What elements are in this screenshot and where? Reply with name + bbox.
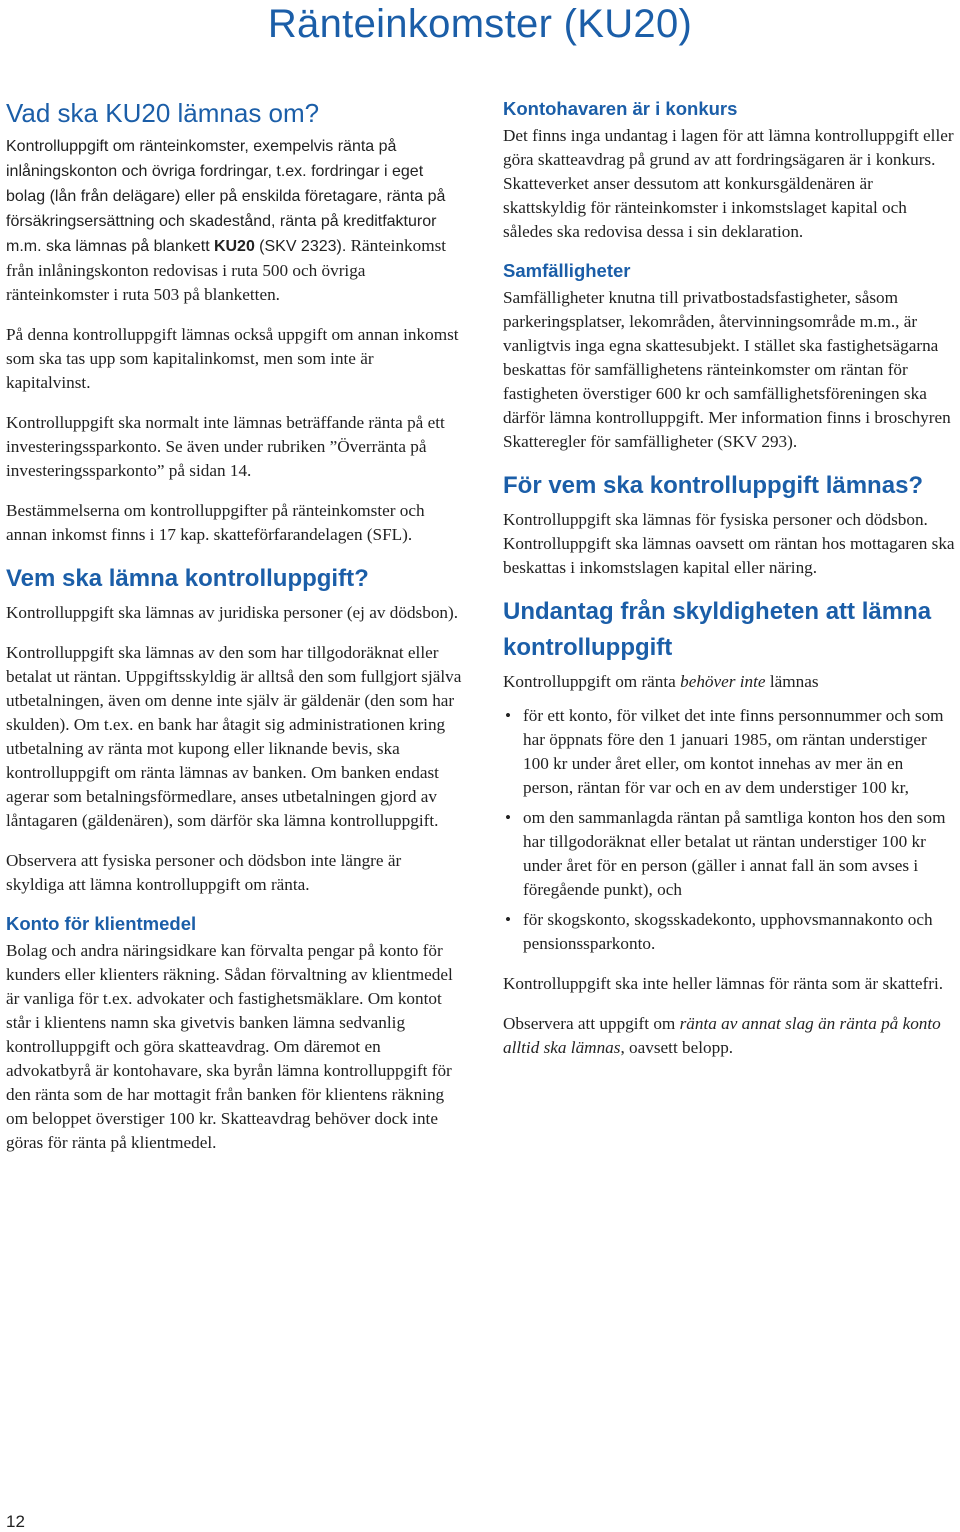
list-item: • för skogskonto, skogsskadekonto, upphovsmannakonto och pensionssparkonto. bbox=[523, 908, 955, 956]
intro-serif-text: Ränteinkomst från inlåningskonton redovisas i ruta 500 och övriga ränteinkomster i ruta 503 på blanketten. bbox=[6, 236, 447, 304]
heading-for-whom: För vem ska kontrolluppgift lämnas? bbox=[503, 472, 924, 499]
page-title: Ränteinkomster (KU20) bbox=[267, 2, 693, 46]
form-code: KU20 bbox=[213, 238, 255, 255]
form-number: (SKV 2323). bbox=[259, 238, 347, 255]
heading-joint-property: Samfälligheter bbox=[503, 260, 631, 281]
list-item: • för ett konto, för vilket det inte finns personnummer och som har öppnats före den 1 januari 1985, om räntan understiger 100 kr under året eller, om kontot innehas av mer än en person, räntan för var och en av dem understiger 100 kr, bbox=[523, 704, 955, 800]
paragraph-note bbox=[503, 1012, 955, 1060]
paragraph-payer: Kontrolluppgift ska lämnas av den som har tillgodoräknat eller betalat ut räntan. Uppgiftsskyldig är alltså den som fullgjort själva utbetalningen, även om denne inte själv är gäldenär (den som har skulden). Om t.ex. en bank har åtagit sig administrationen kring utbetalning av ränta mot kupong eller liknande bevis, ska kontrolluppgift om ränta lämnas av banken. Om banken endast agerar som betalningsförmedlare, anses utbetalningen gjord av låntagaren (gäldenären), som därför ska lämna kontrolluppgift. bbox=[6, 643, 462, 830]
paragraph-legal-persons: Kontrolluppgift ska lämnas av juridiska personer (ej av dödsbon). bbox=[6, 603, 459, 622]
paragraph-for-whom: Kontrolluppgift ska lämnas för fysiska personer och dödsbon. Kontrolluppgift ska lämnas oavsett om räntan hos mottagaren ska beskattas i inkomstslagen kapital eller näring. bbox=[503, 510, 955, 577]
right-column bbox=[503, 96, 955, 1076]
paragraph-exemptions-intro bbox=[503, 670, 955, 694]
paragraph-isk: Kontrolluppgift ska normalt inte lämnas beträffande ränta på ett investeringssparkonto. Se även under rubriken ”Överränta på investeringssparkonto” på sidan 14. bbox=[6, 413, 445, 480]
heading-exemptions: Undantag från skyldigheten att lämna kontrolluppgift bbox=[503, 598, 932, 661]
paragraph-bankruptcy: Det finns inga undantag i lagen för att lämna kontrolluppgift eller göra skatteavdrag på grund av att fordringsägaren är i konkurs. Skatteverket anser dessutom att konkursgäldenären är skattskyldig för ränteinkomster i inkomstslaget kapital och således ska redovisa dessa i sin deklaration. bbox=[503, 126, 954, 241]
left-column bbox=[6, 96, 462, 1171]
paragraph-natural-persons: Observera att fysiska personer och dödsbon inte längre är skyldiga att lämna kontrolluppgift om ränta. bbox=[6, 851, 402, 894]
note-end: , oavsett belopp. bbox=[620, 1038, 734, 1057]
heading-client-funds: Konto för klientmedel bbox=[6, 913, 197, 934]
paragraph-other-income: På denna kontrolluppgift lämnas också uppgift om annan inkomst som ska tas upp som kapitalinkomst, men som inte är kapitalvinst. bbox=[6, 325, 459, 392]
exemptions-list bbox=[503, 704, 955, 956]
heading-bankruptcy: Kontohavaren är i konkurs bbox=[503, 98, 738, 119]
page-number: 12 bbox=[6, 1512, 25, 1531]
paragraph-tax-free: Kontrolluppgift ska inte heller lämnas för ränta som är skattefri. bbox=[503, 974, 944, 993]
exemptions-intro-start: Kontrolluppgift om ränta bbox=[503, 672, 676, 691]
exemptions-intro-emphasis: behöver inte bbox=[680, 672, 766, 691]
paragraph-client-funds: Bolag och andra näringsidkare kan förvalta pengar på konto för kunders eller klienters räkning. Sådan förvaltning av klientmedel är vanliga för t.ex. advokater och fastighetsmäklare. Om kontot står i klientens namn ska givetvis banken lämna sedvanlig kontrolluppgift och göra skatteavdrag. Om däremot en advokatbyrå är kontohavare, ska byrån lämna kontrolluppgift för den ränta som de har mottagit från banken för klientens räkning om beloppet överstiger 100 kr. Skatteavdrag behöver dock inte göras för ränta på klientmedel. bbox=[6, 941, 453, 1152]
paragraph-joint-property: Samfälligheter knutna till privatbostadsfastigheter, såsom parkeringsplatser, lekområden, återvinningsområde m.m., är vanligtvis inga egna skattesubjekt. I stället ska fastighetsägarna beskattas för samfällighetens ränteinkomster om räntan för fastigheten överstiger 600 kr och samfällighetsföreningen ska därför lämna kontrolluppgift. Mer information finns i broschyren Skatteregler för samfälligheter (SKV 293). bbox=[503, 288, 951, 451]
note-emphasis: ränta av annat slag än ränta på konto alltid ska lämnas bbox=[503, 1014, 941, 1057]
heading-who-reports: Vem ska lämna kontrolluppgift? bbox=[6, 565, 369, 592]
exemptions-intro-end: lämnas bbox=[769, 672, 819, 691]
note-start: Observera att uppgift om bbox=[503, 1014, 676, 1033]
intro-sans-text: Kontrolluppgift om ränteinkomster, exempelvis ränta på inlåningskonton och övriga fordringar, t.ex. fordringar i eget bolag (lån från delägare) eller på enskilda företagare, ränta på försäkringsersättning och skadestånd, ränta på kreditfakturor m.m. ska lämnas på blankett bbox=[6, 138, 446, 255]
list-item: • om den sammanlagda räntan på samtliga konton hos den som har tillgodoräknat eller betalat ut räntan understiger 100 kr under året för en person (gäller i annat fall än som avses i föregående punkt), och bbox=[523, 806, 955, 902]
heading-what-to-report: Vad ska KU20 lämnas om? bbox=[6, 98, 320, 128]
paragraph-intro bbox=[6, 134, 462, 307]
paragraph-regulations: Bestämmelserna om kontrolluppgifter på ränteinkomster och annan inkomst finns i 17 kap. skatteförfarandelagen (SFL). bbox=[6, 501, 425, 544]
